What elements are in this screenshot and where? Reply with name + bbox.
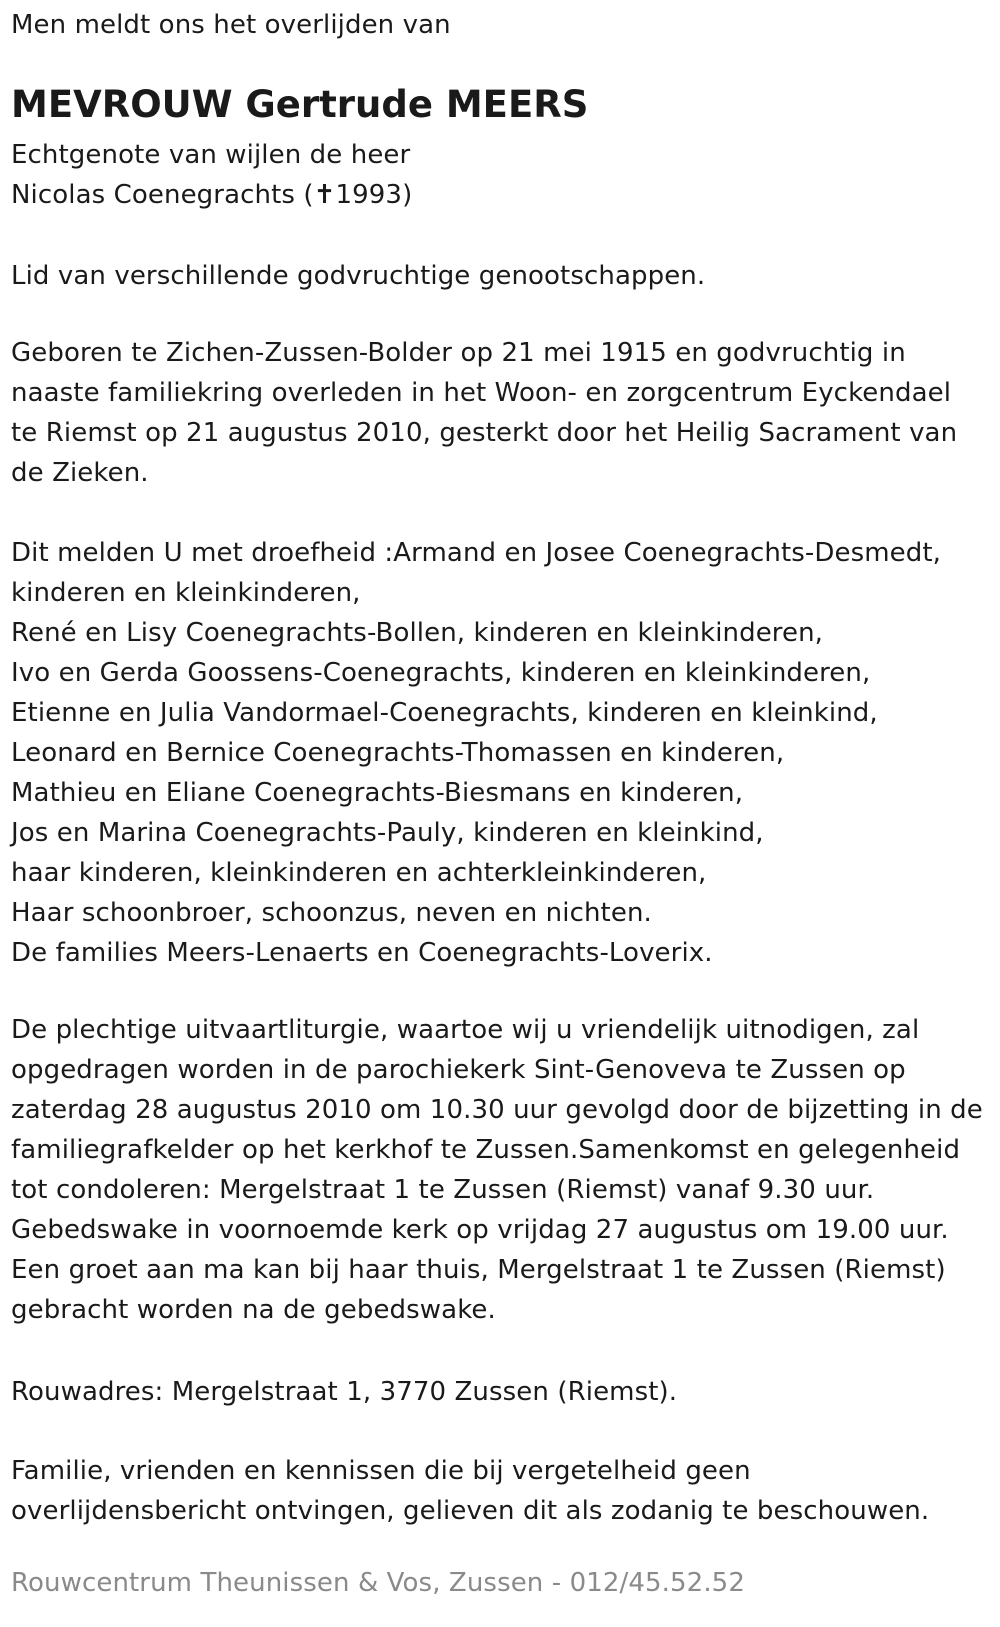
funeral-line: gebracht worden na de gebedswake. — [11, 1295, 496, 1325]
partner-line: Echtgenote van wijlen de heer — [11, 140, 411, 170]
membership-line: Lid van verschillende godvruchtige genootschappen. — [11, 261, 706, 291]
partner-block — [11, 135, 412, 215]
family-line: haar kinderen, kleinkinderen en achterkleinkinderen, — [11, 858, 707, 888]
funeral-line: Een groet aan ma kan bij haar thuis, Mergelstraat 1 te Zussen (Riemst) — [11, 1255, 946, 1285]
membership-block — [11, 256, 705, 296]
birth-death-line: te Riemst op 21 augustus 2010, gesterkt door het Heilig Sacrament van — [11, 418, 958, 448]
birth-death-line: Geboren te Zichen-Zussen-Bolder op 21 mei 1915 en godvruchtig in — [11, 338, 906, 368]
family-line: Jos en Marina Coenegrachts-Pauly, kinderen en kleinkind, — [11, 818, 764, 848]
address-block — [11, 1372, 677, 1412]
family-line: René en Lisy Coenegrachts-Bollen, kinderen en kleinkinderen, — [11, 618, 824, 648]
notice-line: Familie, vrienden en kennissen die bij vergetelheid geen — [11, 1456, 751, 1486]
partner-line: Nicolas Coenegrachts (✝1993) — [11, 180, 413, 210]
family-line: De families Meers-Lenaerts en Coenegrachts-Loverix. — [11, 938, 713, 968]
birth-death-line: de Zieken. — [11, 458, 149, 488]
birth-death-line: naaste familiekring overleden in het Woon- en zorgcentrum Eyckendael — [11, 378, 952, 408]
family-line: Dit melden U met droefheid :Armand en Josee Coenegrachts-Desmedt, — [11, 538, 942, 568]
funeral-home-footer: Rouwcentrum Theunissen & Vos, Zussen - 012/45.52.52 — [11, 1568, 745, 1598]
mourning-address: Rouwadres: Mergelstraat 1, 3770 Zussen (Riemst). — [11, 1377, 678, 1407]
funeral-block — [11, 1010, 983, 1330]
funeral-line: Gebedswake in voornoemde kerk op vrijdag 27 augustus om 19.00 uur. — [11, 1215, 949, 1245]
family-line: Etienne en Julia Vandormael-Coenegrachts, kinderen en kleinkind, — [11, 698, 878, 728]
family-line: Leonard en Bernice Coenegrachts-Thomassen en kinderen, — [11, 738, 785, 768]
notice-line: overlijdensbericht ontvingen, gelieven dit als zodanig te beschouwen. — [11, 1496, 930, 1526]
funeral-line: De plechtige uitvaartliturgie, waartoe wij u vriendelijk uitnodigen, zal — [11, 1015, 920, 1045]
funeral-line: zaterdag 28 augustus 2010 om 10.30 uur gevolgd door de bijzetting in de — [11, 1095, 983, 1125]
birth-death-block — [11, 333, 957, 493]
family-line: Mathieu en Eliane Coenegrachts-Biesmans en kinderen, — [11, 778, 744, 808]
family-line: kinderen en kleinkinderen, — [11, 578, 361, 608]
intro-text: Men meldt ons het overlijden van — [11, 10, 451, 40]
family-line: Ivo en Gerda Goossens-Coenegrachts, kinderen en kleinkinderen, — [11, 658, 871, 688]
notice-block — [11, 1451, 929, 1531]
family-line: Haar schoonbroer, schoonzus, neven en nichten. — [11, 898, 652, 928]
funeral-line: opgedragen worden in de parochiekerk Sint-Genoveva te Zussen op — [11, 1055, 906, 1085]
funeral-line: tot condoleren: Mergelstraat 1 te Zussen (Riemst) vanaf 9.30 uur. — [11, 1175, 875, 1205]
deceased-name: MEVROUW Gertrude MEERS — [11, 83, 589, 126]
funeral-line: familiegrafkelder op het kerkhof te Zussen.Samenkomst en gelegenheid — [11, 1135, 961, 1165]
family-block — [11, 533, 941, 973]
